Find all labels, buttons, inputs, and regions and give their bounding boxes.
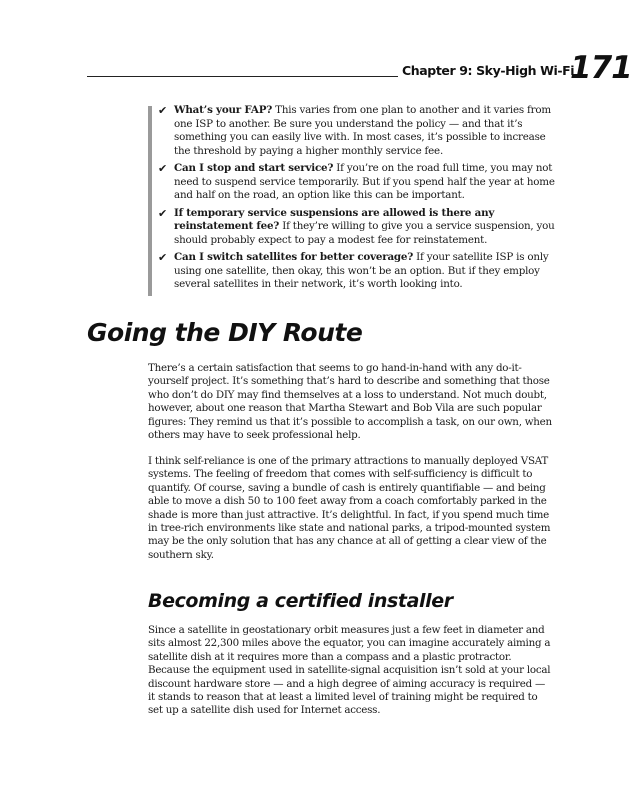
list-item [158,207,558,248]
running-head: Chapter 9: Sky-High Wi-Fi [402,63,575,78]
section-heading: Going the DIY Route [87,318,363,347]
bullet-text: If your satellite ISP is only using one satellite, then okay, this won’t be an option. But if they employ several satellites in their network, it’s worth looking into. [174,251,549,290]
bullet-question: What’s your FAP? [174,104,273,116]
body-paragraph: Since a satellite in geostationary orbit measures just a few feet in diameter and sits almost 22,300 miles above the equator, you can imagine accurately aiming a satellite dish at it requires more than a compass and a plastic protractor. Because the equipment used in satellite-signal acquisition isn’t sold at your local discount hardware store — and a high degree of aiming accuracy is required — it stands to reason that at least a limited level of training might be required to set up a satellite dish used for Internet access. [148,624,551,717]
bullet-text: This varies from one plan to another and it varies from one ISP to another. Be sure you understand the policy — and that it’s something you can easily live with. In most cases, it’s possible to increase the threshold by paying a higher monthly service fee. [174,104,551,157]
checkmark-icon: ✔ [158,206,168,220]
checkmark-icon: ✔ [158,162,168,175]
list-item [158,104,558,158]
bullet-question: Can I switch satellites for better coverage? [174,251,414,263]
header-rule [87,76,398,77]
bullet-question: Can I stop and start service? [174,162,334,174]
bullet-text: If you’re on the road full time, you may not need to suspend service temporarily. But if you spend half the year at home and half on the road, an option like this can be important. [174,162,555,201]
bullet-question: If temporary service suspensions are allowed is there any reinstatement fee? [174,206,495,232]
list-item [158,251,558,292]
bullet-list-bar [148,106,152,296]
body-paragraph: There’s a certain satisfaction that seems to go hand-in-hand with any do-it-yourself project. It’s something that’s hard to describe and something that those who don’t do DIY may find themselves at a loss to understand. Not much doubt, however, about one reason that Martha Stewart and Bob Vila are such popular figures: They remind us that it’s possible to accomplish a task, on our own, when others may have to seek professional help. [148,362,552,442]
subsection-heading: Becoming a certified installer [148,590,453,612]
checkmark-icon: ✔ [158,104,168,117]
list-item [158,162,558,203]
bullet-text: If they’re willing to give you a service suspension, you should probably expect to pay a modest fee for reinstatement. [174,220,555,246]
body-paragraph: I think self-reliance is one of the primary attractions to manually deployed VSAT systems. The feeling of freedom that comes with self-sufficiency is difficult to quantify. Of course, saving a bundle of cash is entirely quantifiable — and being able to move a dish 50 to 100 feet away from a coach comfortably parked in the shade is more than just attractive. It’s delightful. In fact, if you spend much time in tree-rich environments like state and national parks, a tripod-mounted system may be the only solution that has any chance at all of getting a clear view of the southern sky. [148,455,551,561]
bullet-list [158,104,558,296]
page-number: 171 [570,50,632,86]
checkmark-icon: ✔ [158,251,168,264]
